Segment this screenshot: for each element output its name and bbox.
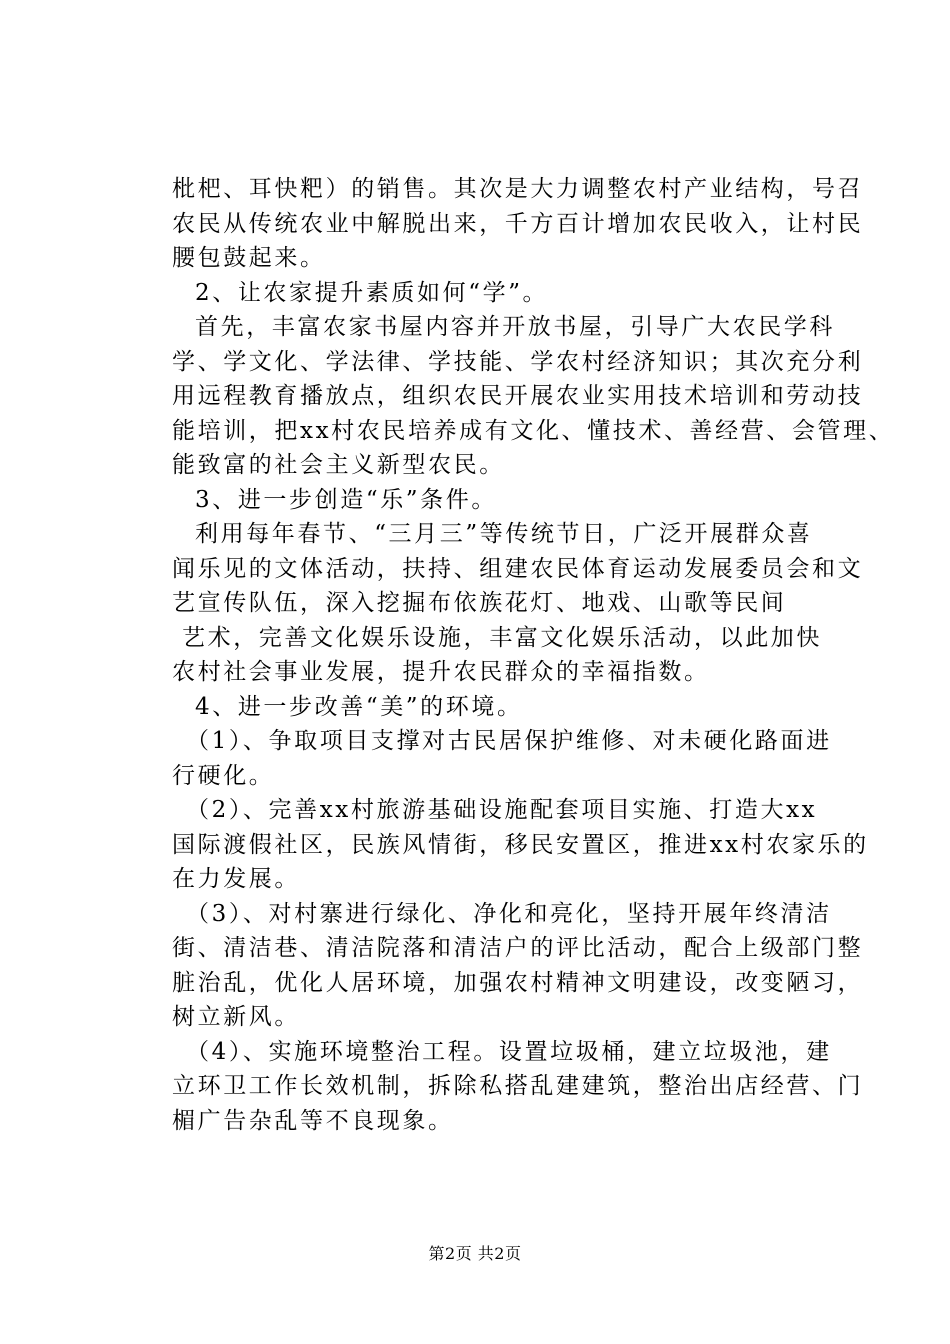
page-number-footer: 第2页 共2页: [428, 1244, 522, 1263]
text-line: 农村社会事业发展，提升农民群众的幸福指数。: [172, 659, 710, 685]
text-line: 学、学文化、学法律、学技能、学农村经济知识；其次充分利: [172, 348, 864, 375]
text-line: 行硬化。: [172, 762, 275, 789]
text-line: 农民从传统农业中解脱出来，千方百计增加农民收入，让村民: [172, 210, 864, 237]
document-body: [172, 172, 895, 1138]
list-item-text: （3）、对村寨进行绿化、净化和亮化，坚持开展年终清洁: [186, 900, 832, 927]
text-line: 立环卫工作长效机制，拆除私搭乱建建筑，整治出店经营、门: [172, 1073, 864, 1099]
list-item-text: （2）、完善xx村旅游基础设施配套项目实施、打造大xx: [186, 797, 818, 823]
text-line: 艺术，完善文化娱乐设施，丰富文化娱乐活动，以此加快: [182, 624, 822, 651]
list-item-text: （4）、实施环境整治工程。设置垃圾桶，建立垃圾池，建: [186, 1038, 832, 1065]
text-line: 街、清洁巷、清洁院落和清洁户的评比活动，配合上级部门整: [172, 935, 864, 961]
text-line: 腰包鼓起来。: [172, 245, 326, 271]
section-heading: 2、让农家提升素质如何“学”。: [195, 279, 549, 306]
text-line: 枇杷、耳快粑）的销售。其次是大力调整农村产业结构，号召: [172, 176, 864, 202]
text-line: 在力发展。: [172, 866, 300, 892]
list-item-text: （1）、争取项目支撑对古民居保护维修、对未硬化路面进: [186, 728, 832, 754]
text-line: 闻乐见的文体活动，扶持、组建农民体育运动发展委员会和文: [172, 555, 864, 582]
text-line: 能致富的社会主义新型农民。: [172, 452, 505, 478]
section-heading: 3、进一步创造“乐”条件。: [195, 486, 497, 513]
text-line: 国际渡假社区，民族风情街，移民安置区，推进xx村农家乐的: [172, 831, 869, 858]
text-line: 能培训，把xx村农民培养成有文化、懂技术、善经营、会管理、: [172, 417, 895, 444]
text-line: 首先，丰富农家书屋内容并开放书屋，引导广大农民学科: [195, 314, 835, 340]
text-line: 脏治乱，优化人居环境，加强农村精神文明建设，改变陋习，: [172, 969, 864, 996]
text-line: 树立新风。: [172, 1004, 300, 1030]
text-line: 艺宣传队伍，深入挖掘布依族花灯、地戏、山歌等民间: [172, 590, 787, 616]
text-line: 用远程教育播放点，组织农民开展农业实用技术培训和劳动技: [172, 383, 864, 409]
text-line: 利用每年春节、“三月三”等传统节日，广泛开展群众喜: [195, 521, 813, 547]
text-line: 楣广告杂乱等不良现象。: [172, 1107, 454, 1134]
section-heading: 4、进一步改善“美”的环境。: [195, 693, 523, 720]
